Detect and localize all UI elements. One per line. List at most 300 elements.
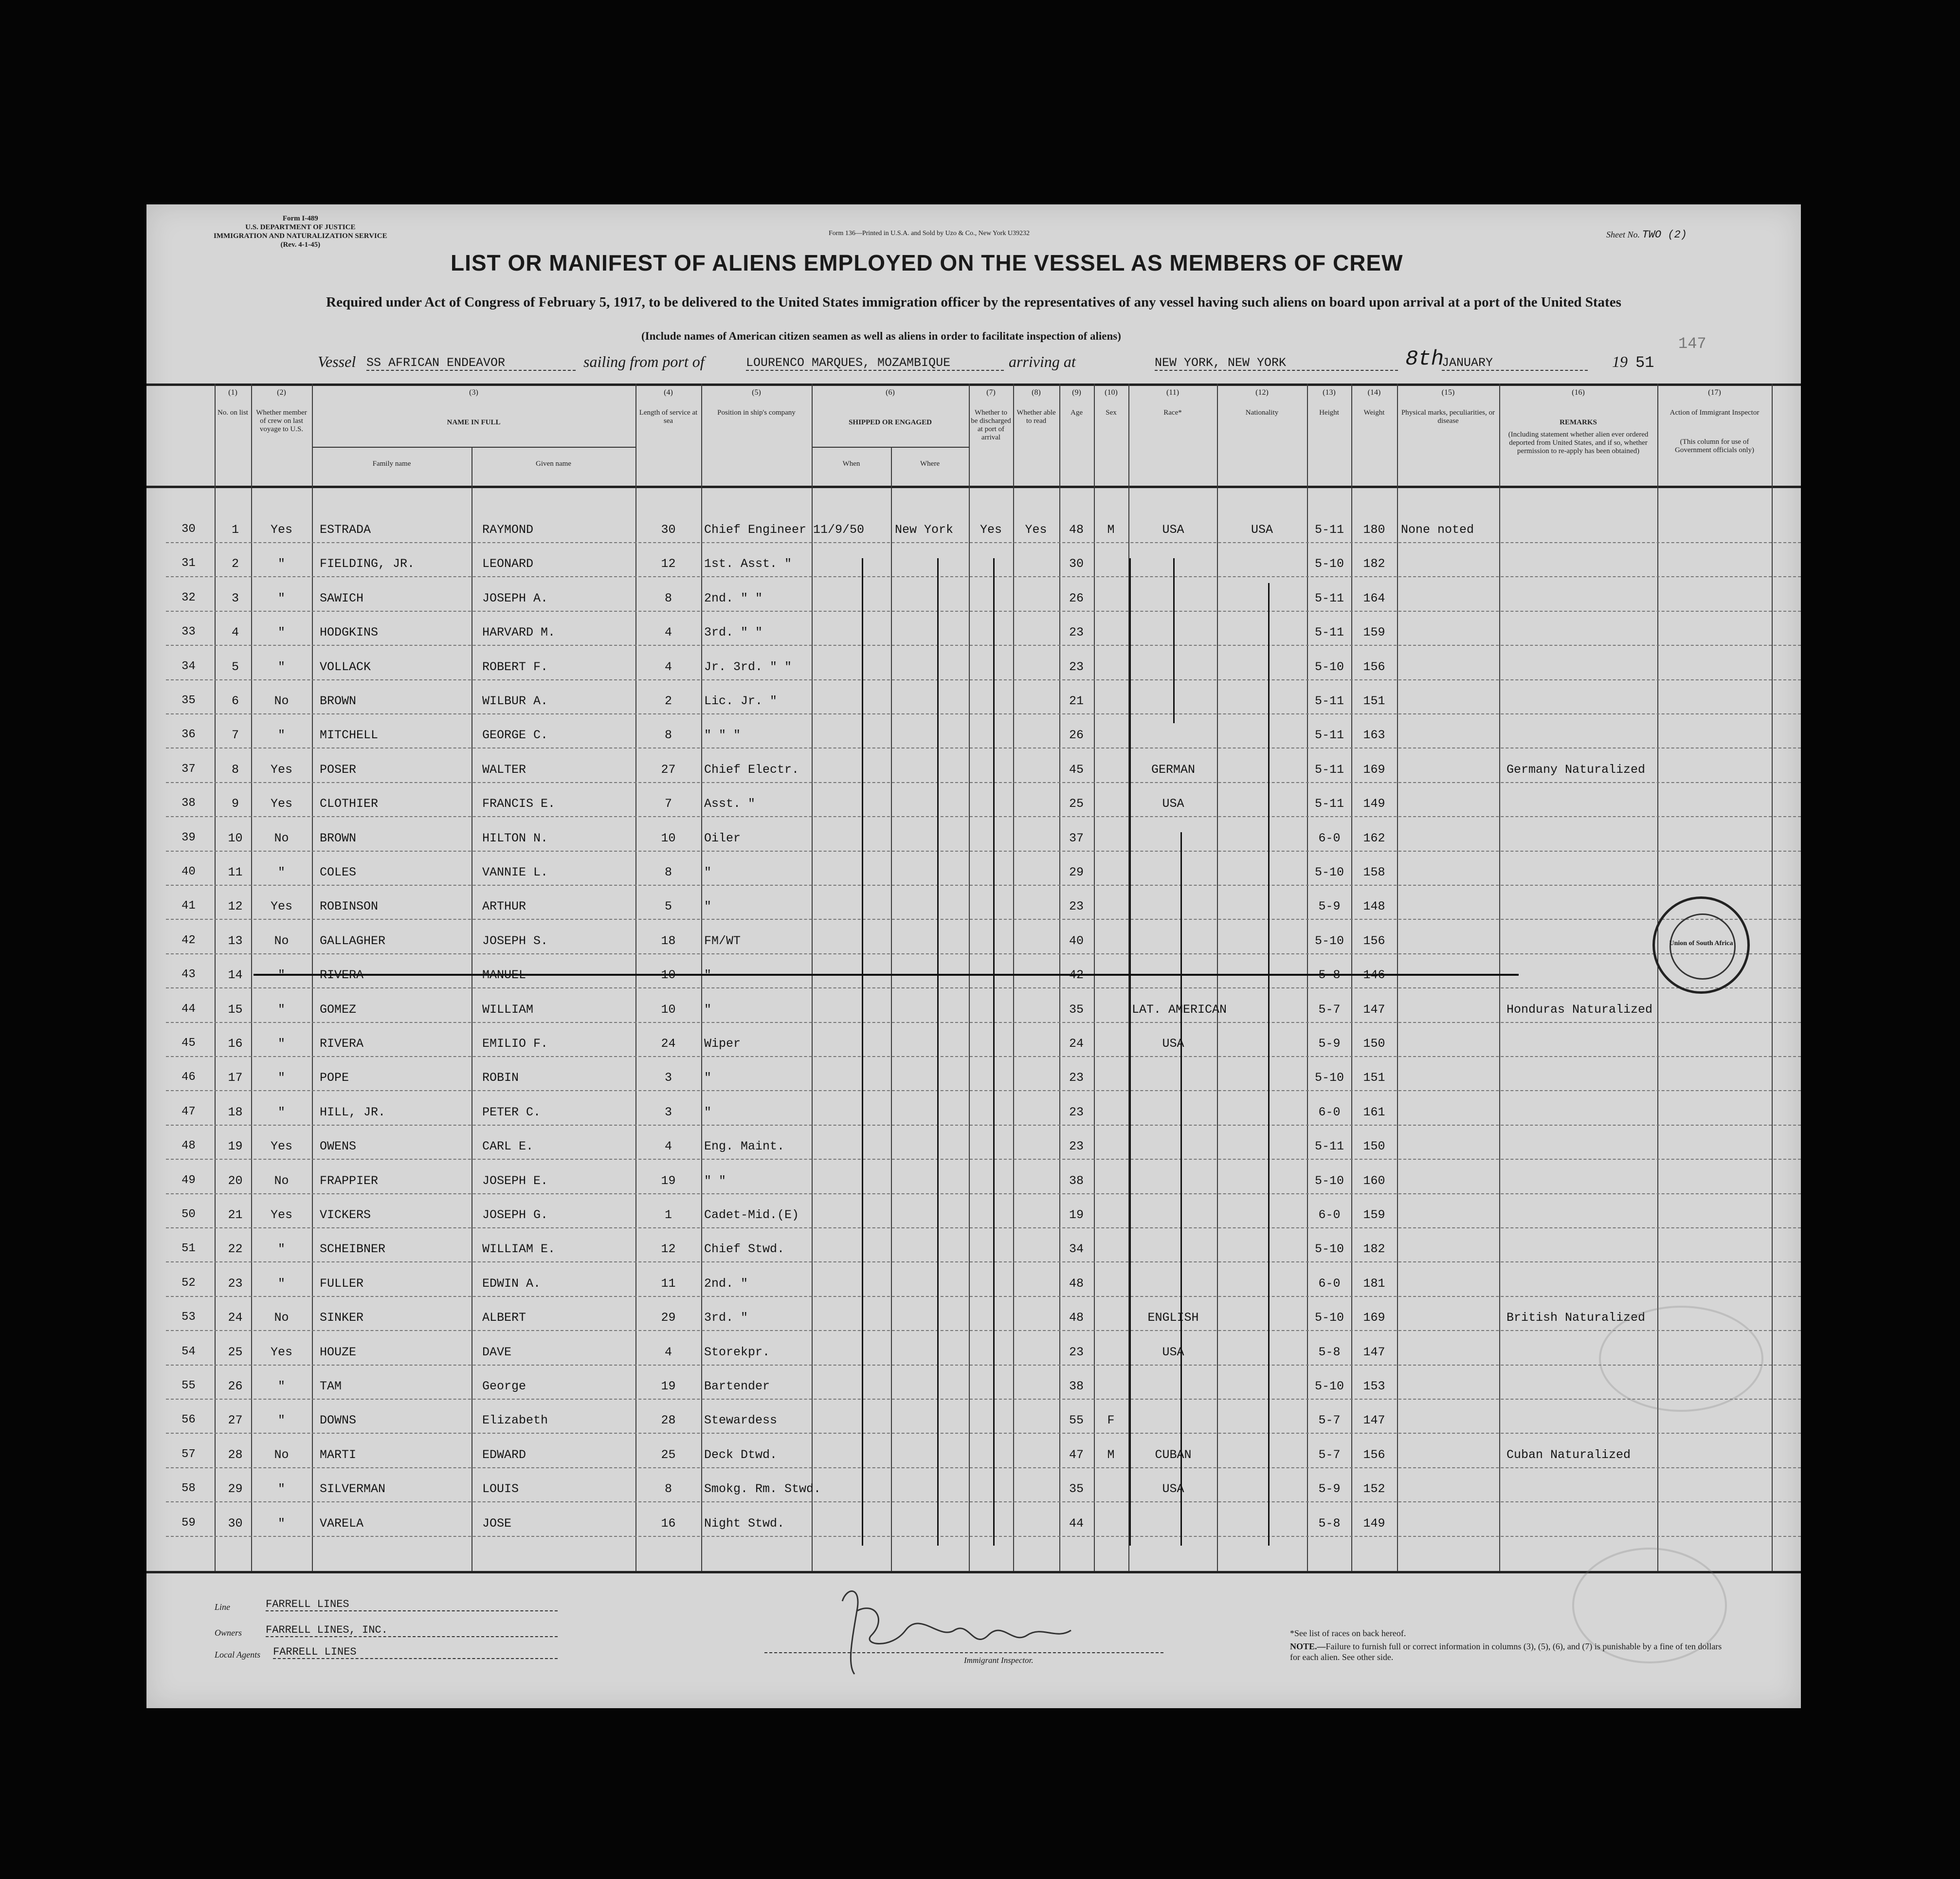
table-row <box>146 1334 1801 1368</box>
length-of-service: 28 <box>661 1413 676 1428</box>
given-name: WILLIAM <box>482 1002 534 1017</box>
age: 37 <box>1069 831 1084 845</box>
given-name: ROBERT F. <box>482 659 548 674</box>
family-name: OWENS <box>320 1139 357 1154</box>
ditto-stroke <box>937 558 939 1546</box>
column-header: Position in ship's company <box>717 409 796 417</box>
weight: 181 <box>1363 1276 1385 1291</box>
line-number: 45 <box>181 1037 196 1050</box>
column-number: (4) <box>664 388 673 397</box>
age: 38 <box>1069 1379 1084 1393</box>
weight: 150 <box>1363 1139 1385 1154</box>
family-name: POPE <box>320 1071 349 1085</box>
column-header: Whether able to read <box>1016 409 1056 425</box>
crew-last-voyage: " <box>277 659 285 674</box>
given-name: George <box>482 1379 526 1393</box>
weight: 160 <box>1363 1173 1385 1188</box>
family-name: HODGKINS <box>320 625 379 640</box>
crew-last-voyage: " <box>277 1105 285 1119</box>
crew-last-voyage: " <box>277 1242 285 1257</box>
column-number: (5) <box>752 388 761 397</box>
weight: 147 <box>1363 1002 1385 1017</box>
race: ENGLISH <box>1147 1311 1199 1325</box>
given-name: EMILIO F. <box>482 1037 548 1051</box>
position: " <box>704 968 712 983</box>
family-name: BROWN <box>320 831 357 845</box>
list-number: 20 <box>228 1173 243 1188</box>
crew-last-voyage: Yes <box>270 899 292 914</box>
list-number: 8 <box>231 762 239 777</box>
subheader-where: Where <box>920 460 940 468</box>
crew-last-voyage: Yes <box>270 1139 292 1154</box>
age: 40 <box>1069 933 1084 948</box>
position: Storekpr. <box>704 1345 770 1359</box>
age: 30 <box>1069 557 1084 571</box>
column-number: (11) <box>1166 388 1180 397</box>
table-row <box>146 752 1801 786</box>
weight: 159 <box>1363 1208 1385 1222</box>
table-row <box>146 649 1801 683</box>
ditto-stroke <box>993 558 995 1546</box>
line-number: 41 <box>181 899 196 913</box>
table-row <box>146 992 1801 1026</box>
list-number: 16 <box>228 1037 243 1051</box>
position: Jr. 3rd. " " <box>704 659 792 674</box>
given-name: CARL E. <box>482 1139 534 1154</box>
position: " <box>704 899 712 914</box>
age: 48 <box>1069 1311 1084 1325</box>
table-row <box>146 512 1801 546</box>
row-rule <box>166 679 1801 680</box>
position: " <box>704 1002 712 1017</box>
row-rule <box>166 816 1801 817</box>
length-of-service: 3 <box>664 1071 672 1085</box>
height: 5-10 <box>1314 1242 1344 1257</box>
height: 5-9 <box>1318 1037 1341 1051</box>
table-bottom-rule <box>146 1571 1801 1573</box>
position: Chief Stwd. <box>704 1242 785 1257</box>
line-number: 37 <box>181 762 196 776</box>
given-name: FRANCIS E. <box>482 797 556 811</box>
length-of-service: 12 <box>661 557 676 571</box>
family-name: VARELA <box>320 1516 364 1531</box>
height: 5-10 <box>1314 1173 1344 1188</box>
length-of-service: 8 <box>664 728 672 743</box>
weight: 149 <box>1363 797 1385 811</box>
given-name: JOSEPH G. <box>482 1208 548 1222</box>
given-name: JOSEPH E. <box>482 1173 548 1188</box>
table-row <box>146 1506 1801 1540</box>
family-name: SAWICH <box>320 591 364 605</box>
table-row <box>146 1403 1801 1437</box>
row-rule <box>166 1193 1801 1194</box>
voyage-line <box>318 347 1654 374</box>
age: 42 <box>1069 968 1084 983</box>
position: Chief Electr. <box>704 762 799 777</box>
row-rule <box>166 851 1801 852</box>
sheet-value: TWO (2) <box>1642 229 1687 241</box>
given-name: Elizabeth <box>482 1413 548 1428</box>
age: 23 <box>1069 659 1084 674</box>
list-number: 25 <box>228 1345 243 1359</box>
row-rule <box>166 885 1801 886</box>
list-number: 6 <box>231 694 239 708</box>
line-number: 52 <box>181 1276 196 1290</box>
age: 23 <box>1069 1345 1084 1359</box>
line-number: 32 <box>181 591 196 604</box>
height: 5-11 <box>1314 694 1344 708</box>
arriving-label: arriving at <box>1009 353 1076 370</box>
ditto-stroke <box>1129 558 1131 1546</box>
weight: 169 <box>1363 762 1385 777</box>
table-row <box>146 717 1801 751</box>
column-header: Whether to be discharged at port of arrival <box>971 409 1011 441</box>
footer-agents <box>215 1646 357 1660</box>
table-row <box>146 546 1801 580</box>
weight: 158 <box>1363 865 1385 879</box>
list-number: 22 <box>228 1242 243 1257</box>
crew-last-voyage: No <box>274 694 289 708</box>
column-number: (7) <box>986 388 996 397</box>
page-note: (Include names of American citizen seamen as well as aliens in order to facilitate inspection of aliens) <box>641 330 1121 342</box>
row-rule <box>166 611 1801 612</box>
weight: 146 <box>1363 968 1385 983</box>
position: 3rd. " " <box>704 625 763 640</box>
row-rule <box>166 1330 1801 1331</box>
crew-last-voyage: " <box>277 1413 285 1428</box>
page-stamp-number: 147 <box>1678 335 1706 353</box>
row-rule <box>166 1365 1801 1366</box>
table-row <box>146 1197 1801 1231</box>
height: 5-7 <box>1318 1002 1341 1017</box>
family-name: FRAPPIER <box>320 1173 379 1188</box>
table-row <box>146 1437 1801 1471</box>
line-number: 33 <box>181 625 196 639</box>
weight: 151 <box>1363 694 1385 708</box>
fine-note <box>1290 1641 1728 1662</box>
length-of-service: 19 <box>661 1379 676 1393</box>
note-label: NOTE.— <box>1290 1642 1326 1651</box>
position: " <box>704 865 712 879</box>
crew-last-voyage: Yes <box>270 762 292 777</box>
crew-last-voyage: " <box>277 591 285 605</box>
given-name: EDWARD <box>482 1447 526 1462</box>
age: 44 <box>1069 1516 1084 1531</box>
line-number: 55 <box>181 1379 196 1392</box>
ditto-stroke <box>862 558 863 1546</box>
position: Eng. Maint. <box>704 1139 785 1154</box>
inspector-line <box>764 1652 1163 1653</box>
given-name: JOSE <box>482 1516 512 1531</box>
length-of-service: 1 <box>664 1208 672 1222</box>
list-number: 11 <box>228 865 243 879</box>
crew-last-voyage: " <box>277 1002 285 1017</box>
age: 48 <box>1069 523 1084 537</box>
crew-last-voyage: " <box>277 557 285 571</box>
given-name: VANNIE L. <box>482 865 548 879</box>
list-number: 4 <box>231 625 239 640</box>
sheet-number <box>1606 229 1687 241</box>
family-name: POSER <box>320 762 357 777</box>
position: Oiler <box>704 831 741 845</box>
height: 5-9 <box>1318 1482 1341 1496</box>
remarks: British Naturalized <box>1506 1311 1646 1325</box>
crew-last-voyage: No <box>274 1173 289 1188</box>
table-row <box>146 1231 1801 1265</box>
agents-label: Local Agents <box>215 1650 261 1660</box>
crew-last-voyage: " <box>277 968 285 983</box>
length-of-service: 4 <box>664 1139 672 1154</box>
weight: 153 <box>1363 1379 1385 1393</box>
weight: 151 <box>1363 1071 1385 1085</box>
family-name: VICKERS <box>320 1208 371 1222</box>
height: 5-11 <box>1314 728 1344 743</box>
table-row <box>146 786 1801 820</box>
ditto-stroke <box>1180 832 1182 1546</box>
given-name: JOSEPH S. <box>482 933 548 948</box>
column-number: (16) <box>1572 388 1585 397</box>
column-number: (13) <box>1323 388 1336 397</box>
table-row <box>146 1129 1801 1163</box>
height: 5-11 <box>1314 625 1344 640</box>
position: " <box>704 1105 712 1119</box>
arrival-port: NEW YORK, NEW YORK <box>1155 356 1398 371</box>
height: 6-0 <box>1318 831 1341 845</box>
column-number: (10) <box>1105 388 1118 397</box>
list-number: 5 <box>231 659 239 674</box>
height: 5-11 <box>1314 797 1344 811</box>
line-number: 40 <box>181 865 196 878</box>
position: Deck Dtwd. <box>704 1447 778 1462</box>
age: 26 <box>1069 591 1084 605</box>
age: 48 <box>1069 1276 1084 1291</box>
subheader-when: When <box>842 460 860 468</box>
position: Cadet-Mid.(E) <box>704 1208 799 1222</box>
weight: 156 <box>1363 933 1385 948</box>
row-rule <box>166 919 1801 920</box>
length-of-service: 16 <box>661 1516 676 1531</box>
length-of-service: 4 <box>664 625 672 640</box>
given-name: LOUIS <box>482 1482 519 1496</box>
column-number: (6) <box>886 388 895 397</box>
age: 38 <box>1069 1173 1084 1188</box>
length-of-service: 12 <box>661 1242 676 1257</box>
height: 5-11 <box>1314 523 1344 537</box>
age: 26 <box>1069 728 1084 743</box>
crew-last-voyage: " <box>277 1037 285 1051</box>
length-of-service: 27 <box>661 762 676 777</box>
line-number: 36 <box>181 728 196 742</box>
length-of-service: 8 <box>664 865 672 879</box>
page-subtitle: Required under Act of Congress of February 5, 1917, to be delivered to the United States immigration officer by the representatives of any vessel having such aliens on board upon arrival at a port of the United States <box>326 294 1621 310</box>
family-name: FULLER <box>320 1276 364 1291</box>
position: FM/WT <box>704 933 741 948</box>
family-name: SINKER <box>320 1311 364 1325</box>
form-id-block <box>214 214 387 249</box>
row-rule <box>166 1090 1801 1091</box>
column-number: (3) <box>469 388 478 397</box>
union-south-africa-seal <box>1652 896 1750 994</box>
crew-last-voyage: No <box>274 831 289 845</box>
footer-line <box>215 1598 349 1612</box>
printer-line: Form 136—Printed in U.S.A. and Sold by Uzo & Co., New York U39232 <box>829 230 1030 237</box>
revision: (Rev. 4-1-45) <box>280 241 321 249</box>
age: 55 <box>1069 1413 1084 1428</box>
age: 23 <box>1069 1105 1084 1119</box>
length-of-service: 8 <box>664 1482 672 1496</box>
given-name: HILTON N. <box>482 831 548 845</box>
table-row <box>146 683 1801 717</box>
row-rule <box>166 987 1801 988</box>
line-number: 48 <box>181 1139 196 1153</box>
height: 5-10 <box>1314 933 1344 948</box>
crew-last-voyage: No <box>274 1447 289 1462</box>
height: 5-10 <box>1314 557 1344 571</box>
weight: 152 <box>1363 1482 1385 1496</box>
family-name: GALLAGHER <box>320 933 386 948</box>
family-name: GOMEZ <box>320 1002 357 1017</box>
line-number: 51 <box>181 1242 196 1256</box>
row-rule <box>166 1227 1801 1228</box>
column-header: SHIPPED OR ENGAGED <box>849 419 932 426</box>
physical-marks: None noted <box>1401 523 1474 537</box>
height: 6-0 <box>1318 1208 1341 1222</box>
family-name: FIELDING, JR. <box>320 557 415 571</box>
age: 47 <box>1069 1447 1084 1462</box>
line-number: 53 <box>181 1311 196 1324</box>
given-name: MANUEL <box>482 968 526 983</box>
height: 5-9 <box>1318 899 1341 914</box>
discharged: Yes <box>980 523 1002 537</box>
table-row <box>146 1163 1801 1197</box>
given-name: HARVARD M. <box>482 625 556 640</box>
list-number: 2 <box>231 557 239 571</box>
given-name: WILLIAM E. <box>482 1242 556 1257</box>
family-name: ROBINSON <box>320 899 379 914</box>
family-name: MARTI <box>320 1447 357 1462</box>
service: IMMIGRATION AND NATURALIZATION SERVICE <box>214 232 387 240</box>
column-number: (9) <box>1072 388 1081 397</box>
shipped-when: 11/9/50 <box>813 523 865 537</box>
list-number: 17 <box>228 1071 243 1085</box>
crew-last-voyage: " <box>277 1379 285 1393</box>
sailing-label: sailing from port of <box>583 353 705 370</box>
vessel-label: Vessel <box>318 353 356 370</box>
line-number: 47 <box>181 1105 196 1118</box>
arrival-day: 8th <box>1405 347 1444 371</box>
length-of-service: 11 <box>661 1276 676 1291</box>
column-header: Physical marks, peculiarities, or disease <box>1401 409 1495 425</box>
row-rule <box>166 953 1801 954</box>
row-rule <box>166 1125 1801 1126</box>
table-row <box>146 923 1801 957</box>
age: 45 <box>1069 762 1084 777</box>
list-number: 18 <box>228 1105 243 1119</box>
table-row <box>146 957 1801 991</box>
family-name: SILVERMAN <box>320 1482 386 1496</box>
crew-last-voyage: " <box>277 1071 285 1085</box>
weight: 164 <box>1363 591 1385 605</box>
line-number: 43 <box>181 968 196 982</box>
column-header: Length of service at sea <box>639 409 698 425</box>
column-number: (12) <box>1255 388 1269 397</box>
weight: 156 <box>1363 1447 1385 1462</box>
line-number: 57 <box>181 1447 196 1461</box>
list-number: 24 <box>228 1311 243 1325</box>
height: 5-11 <box>1314 762 1344 777</box>
height: 6-0 <box>1318 1105 1341 1119</box>
table-row <box>146 1266 1801 1300</box>
sex: M <box>1107 523 1115 537</box>
weight: 182 <box>1363 557 1385 571</box>
length-of-service: 19 <box>661 1173 676 1188</box>
table-row <box>146 1300 1801 1334</box>
column-number: (14) <box>1367 388 1381 397</box>
shipped-where: New York <box>895 523 954 537</box>
year-suffix: 51 <box>1635 354 1654 372</box>
family-name: ESTRADA <box>320 523 371 537</box>
weight: 147 <box>1363 1345 1385 1359</box>
age: 25 <box>1069 797 1084 811</box>
owners-label: Owners <box>215 1628 242 1638</box>
position: Wiper <box>704 1037 741 1051</box>
table-row <box>146 615 1801 649</box>
position: 1st. Asst. " <box>704 557 792 571</box>
position: " " <box>704 1173 726 1188</box>
row-rule <box>166 645 1801 646</box>
weight: 150 <box>1363 1037 1385 1051</box>
column-number: (2) <box>277 388 286 397</box>
crew-last-voyage: " <box>277 1516 285 1531</box>
height: 5-11 <box>1314 591 1344 605</box>
weight: 182 <box>1363 1242 1385 1257</box>
list-number: 28 <box>228 1447 243 1462</box>
row-rule <box>166 1399 1801 1400</box>
height: 5-7 <box>1318 1447 1341 1462</box>
crew-last-voyage: " <box>277 1482 285 1496</box>
seal-text: Union of South Africa <box>1669 940 1733 947</box>
position: 3rd. " <box>704 1311 748 1325</box>
family-name: TAM <box>320 1379 342 1393</box>
age: 23 <box>1069 899 1084 914</box>
height: 5-10 <box>1314 1071 1344 1085</box>
length-of-service: 7 <box>664 797 672 811</box>
given-name: PETER C. <box>482 1105 541 1119</box>
subheader-given-name: Given name <box>536 460 571 468</box>
row-rule <box>166 542 1801 543</box>
family-name: RIVERA <box>320 968 364 983</box>
column-header: Weight <box>1363 409 1385 417</box>
table-row <box>146 1060 1801 1094</box>
height: 6-0 <box>1318 1276 1341 1291</box>
given-name: DAVE <box>482 1345 512 1359</box>
row-rule <box>166 1022 1801 1023</box>
age: 35 <box>1069 1002 1084 1017</box>
remarks: Honduras Naturalized <box>1506 1002 1653 1017</box>
list-number: 26 <box>228 1379 243 1393</box>
column-header: Nationality <box>1245 409 1279 417</box>
table-row <box>146 1368 1801 1403</box>
family-name: VOLLACK <box>320 659 371 674</box>
line-value: FARRELL LINES <box>266 1598 558 1611</box>
column-header: REMARKS <box>1560 419 1597 426</box>
row-rule <box>166 1261 1801 1262</box>
manifest-sheet <box>146 204 1801 1708</box>
age: 24 <box>1069 1037 1084 1051</box>
remarks: Germany Naturalized <box>1506 762 1646 777</box>
table-row <box>146 1471 1801 1505</box>
crew-last-voyage: Yes <box>270 1345 292 1359</box>
